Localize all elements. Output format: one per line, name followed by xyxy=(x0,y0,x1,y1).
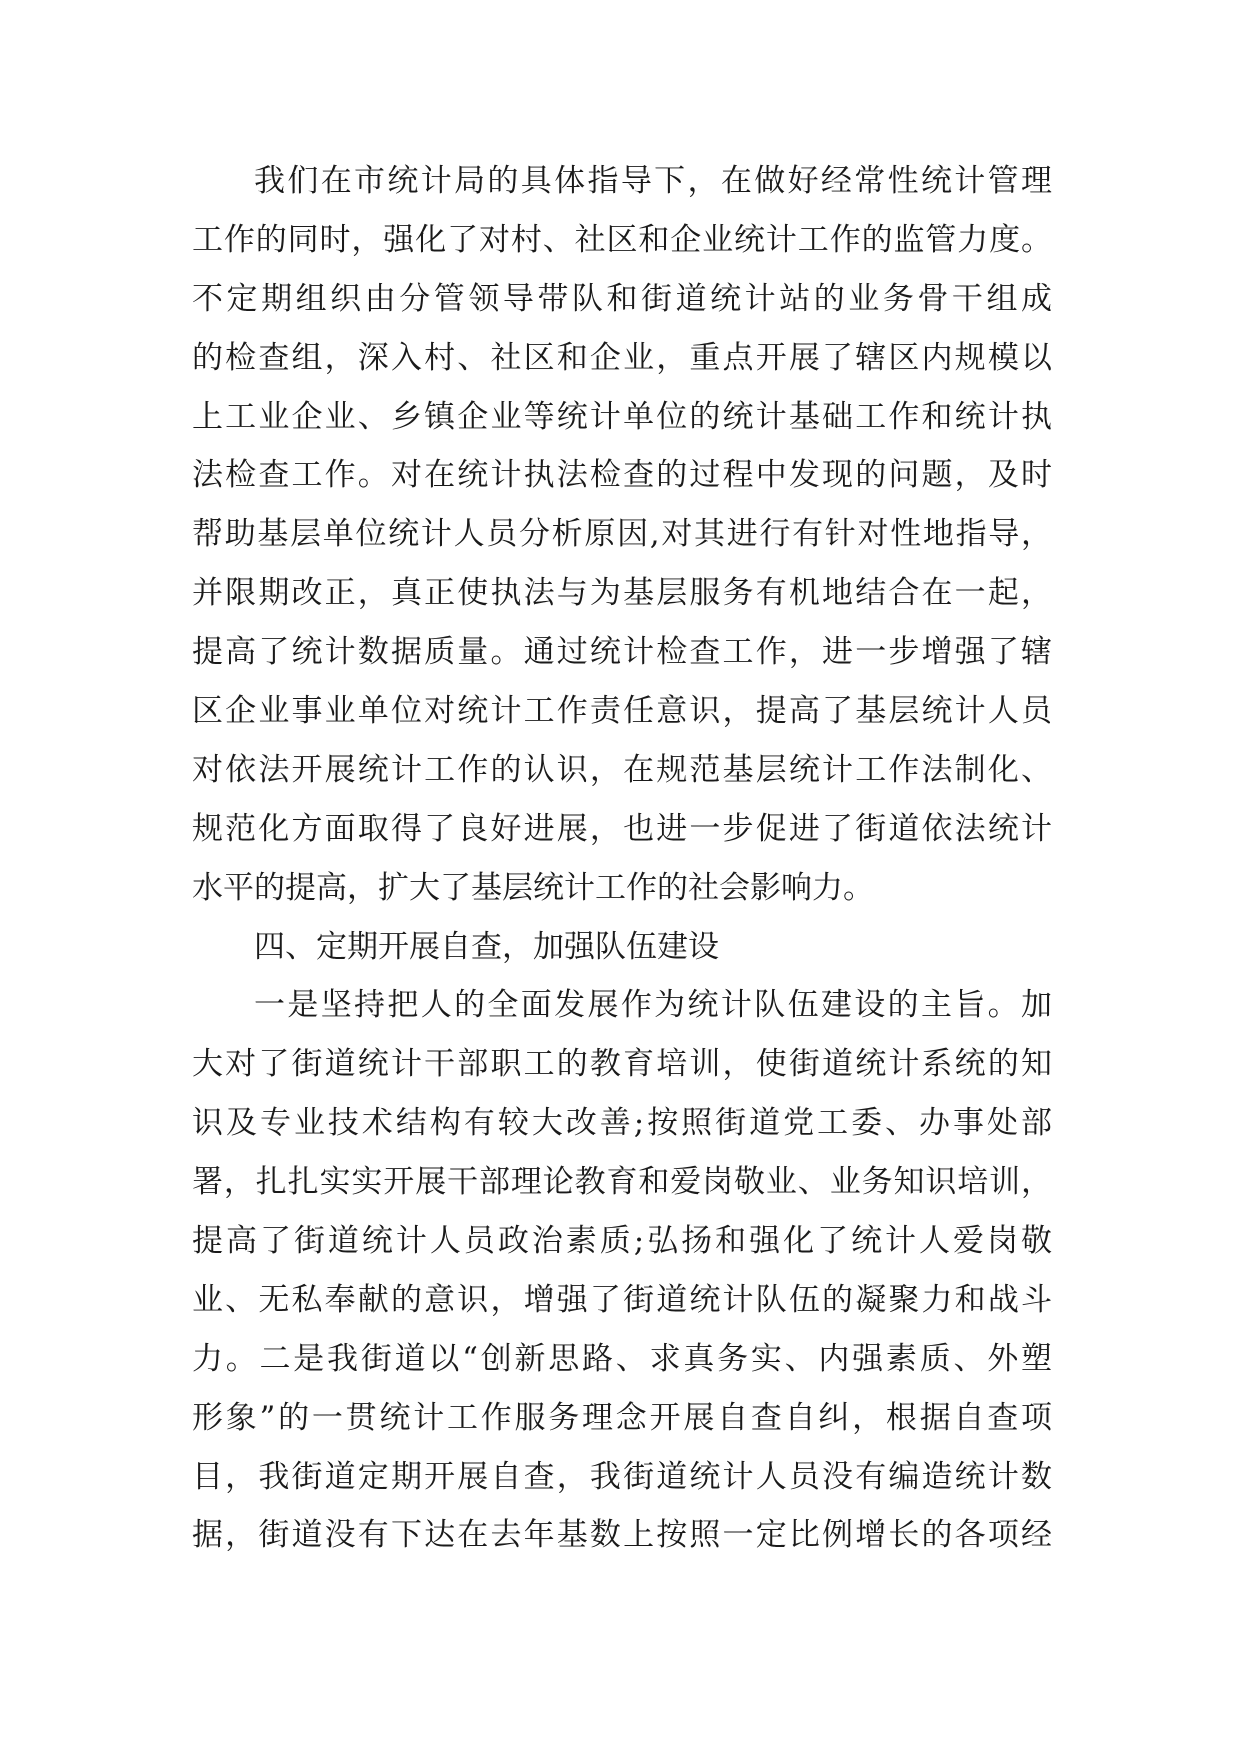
paragraph-line: 一是坚持把人的全面发展作为统计队伍建设的主旨。加 xyxy=(254,987,1052,1024)
paragraph-line: 工作的同时，强化了对村、社区和企业统计工作的监管力度。 xyxy=(192,221,1052,258)
paragraph-line: 我们在市统计局的具体指导下，在做好经常性统计管理 xyxy=(254,163,1052,199)
document-body xyxy=(192,152,1052,1565)
paragraph-line: 力。二是我街道以“创新思路、求真务实、内强素质、外塑 xyxy=(192,1340,1052,1377)
paragraph-line: 区企业事业单位对统计工作责任意识，提高了基层统计人员 xyxy=(192,693,1052,730)
paragraph-line: 并限期改正，真正使执法与为基层服务有机地结合在一起， xyxy=(192,575,1052,612)
paragraph-line: 识及专业技术结构有较大改善;按照街道党工委、办事处部 xyxy=(192,1105,1052,1142)
paragraph-line: 形象”的一贯统计工作服务理念开展自查自纠，根据自查项 xyxy=(192,1399,1052,1436)
paragraph-line: 上工业企业、乡镇企业等统计单位的统计基础工作和统计执 xyxy=(192,398,1052,435)
paragraph-line: 目，我街道定期开展自查，我街道统计人员没有编造统计数 xyxy=(192,1458,1052,1495)
paragraph-line: 法检查工作。对在统计执法检查的过程中发现的问题，及时 xyxy=(192,457,1052,494)
paragraph-line: 规范化方面取得了良好进展，也进一步促进了街道依法统计 xyxy=(192,810,1052,847)
paragraph-line: 业、无私奉献的意识，增强了街道统计队伍的凝聚力和战斗 xyxy=(192,1281,1052,1318)
paragraph-line: 对依法开展统计工作的认识，在规范基层统计工作法制化、 xyxy=(192,751,1052,788)
paragraph-line: 提高了统计数据质量。通过统计检查工作，进一步增强了辖 xyxy=(192,634,1052,671)
section-heading: 四、定期开展自查，加强队伍建设 xyxy=(254,928,719,965)
paragraph-line: 不定期组织由分管领导带队和街道统计站的业务骨干组成 xyxy=(192,280,1052,317)
paragraph-line: 水平的提高，扩大了基层统计工作的社会影响力。 xyxy=(192,869,874,906)
paragraph-line: 署，扎扎实实开展干部理论教育和爱岗敬业、业务知识培训， xyxy=(192,1164,1052,1201)
paragraph-line: 据，街道没有下达在去年基数上按照一定比例增长的各项经 xyxy=(192,1517,1052,1554)
paragraph-line: 的检查组，深入村、社区和企业，重点开展了辖区内规模以 xyxy=(192,339,1052,376)
paragraph-line: 提高了街道统计人员政治素质;弘扬和强化了统计人爱岗敬 xyxy=(192,1223,1052,1260)
paragraph-line: 大对了街道统计干部职工的教育培训，使街道统计系统的知 xyxy=(192,1046,1052,1083)
paragraph-line: 帮助基层单位统计人员分析原因,对其进行有针对性地指导， xyxy=(192,516,1052,553)
